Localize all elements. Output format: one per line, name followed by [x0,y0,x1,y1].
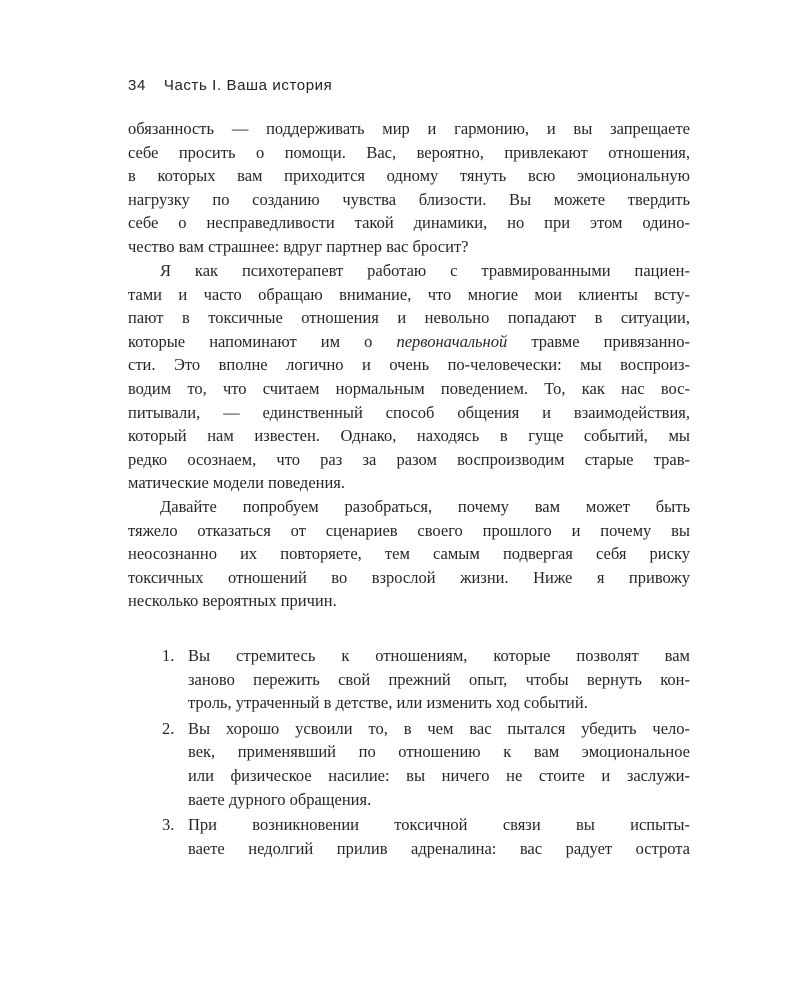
text-line: сти. Это вполне логично и очень по-человечески: мы воспроиз- [128,355,690,375]
text-line: При возникновении токсичной связи вы испыты- [188,815,690,835]
text-line: пают в токсичные отношения и невольно попадают в ситуации, [128,308,690,328]
list-number: 2. [162,718,175,738]
text-line: обязанность — поддерживать мир и гармонию, и вы запрещаете [128,119,690,138]
emphasized-word: первоначальной [396,331,508,351]
section-title: Часть I. Ваша история [163,77,333,94]
text-line: нагрузку по созданию чувства близости. Вы можете твердить [128,189,690,209]
running-header [128,77,332,94]
list-number: 1. [162,646,175,665]
text-line: редко осознаем, что раз за разом воспроизводим старые трав- [128,449,690,469]
text-line: Вы стремитесь к отношениям, которые позволят вам [188,646,690,665]
list-item [128,644,690,715]
text-line: век, применявший по отношению к вам эмоциональное [188,742,690,762]
text-line: тяжело отказаться от сценариев своего прошлого и почему вы [128,520,690,540]
text-line: ваете недолгий прилив адреналина: вас радует острота [188,838,690,858]
text-line: троль, утраченный в детстве, или изменить ход событий. [188,693,588,713]
text-line: или физическое насилие: вы ничего не стоите и заслужи- [188,765,690,785]
text-line: себе о несправедливости такой динамики, но при этом одино- [128,213,690,233]
text-fragment: травме привязанно- [507,331,690,351]
text-line-with-emphasis [128,330,690,354]
text-line: себе просить о помощи. Вас, вероятно, привлекают отношения, [128,142,690,162]
page-number: 34 [128,77,146,94]
paragraph-1 [128,117,690,259]
text-line: Давайте попробуем разобраться, почему вам может быть [160,497,690,516]
text-line: водим то, что считаем нормальным поведением. То, как нас вос- [128,378,690,398]
text-line: неосознанно их повторяете, тем самым подвергая себя риску [128,544,690,564]
text-line: матические модели поведения. [128,473,346,493]
text-line: ваете дурного обращения. [188,789,372,809]
text-line: Вы хорошо усвоили то, в чем вас пытался убедить чело- [188,718,690,738]
text-line: в которых вам приходится одному тянуть всю эмоциональную [128,166,690,186]
text-line: тами и часто обращаю внимание, что многие мои клиенты всту- [128,284,690,304]
text-line: Я как психотерапевт работаю с травмированными пациен- [160,261,690,280]
list-item [128,813,690,860]
reasons-list [128,644,690,860]
text-line: токсичных отношений во взрослой жизни. Ниже я привожу [128,567,690,587]
text-line: заново пережить свой прежний опыт, чтобы вернуть кон- [188,669,690,689]
text-line: несколько вероятных причин. [128,591,337,611]
paragraph-2 [128,259,690,495]
text-line: чество вам страшнее: вдруг партнер вас бросит? [128,236,469,256]
text-fragment: которые напоминают им о [128,331,397,351]
text-line: который нам известен. Однако, находясь в гуще событий, мы [128,426,690,446]
list-number: 3. [162,815,175,835]
paragraph-3 [128,495,690,613]
text-line: питывали, — единственный способ общения и взаимодействия, [128,402,690,422]
list-item [128,717,690,811]
